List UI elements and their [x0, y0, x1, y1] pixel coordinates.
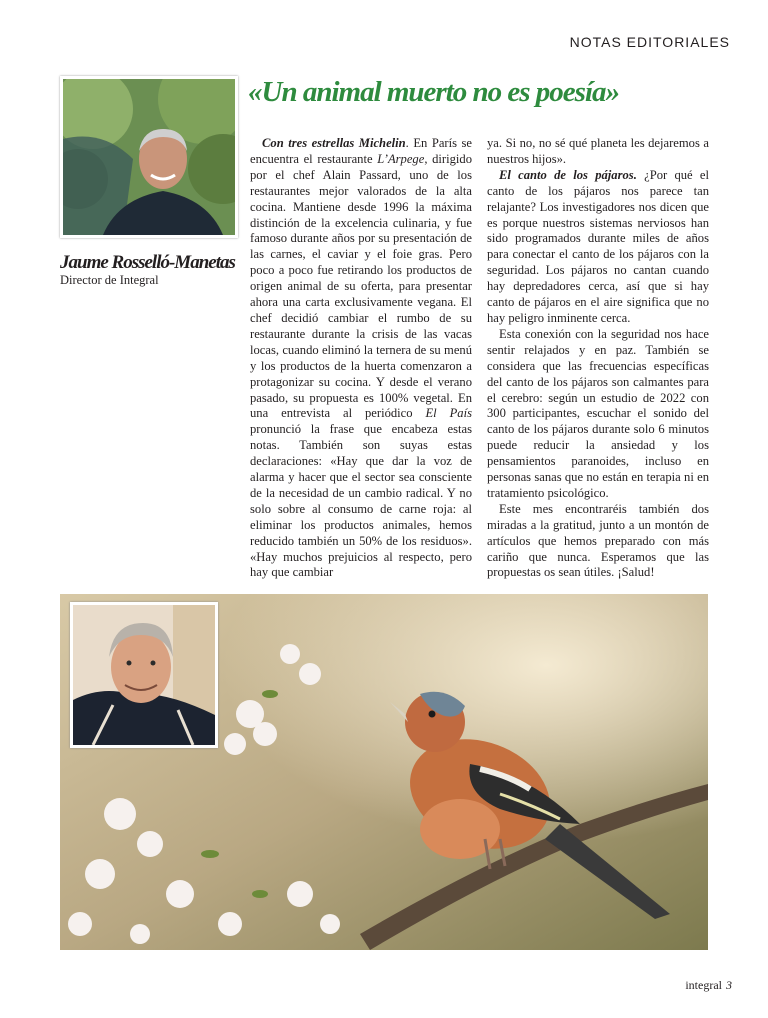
article-column-1: [250, 136, 472, 581]
paragraph: El canto de los pájaros. ¿Por qué el canto de los pájaros nos parece tan relajante? Los investigadores nos dicen que es porque nuestros sistemas nerviosos han sido programados durante miles de años para conectar el canto de los pájaros con la seguridad. Los pájaros no cantan cuando hay depredadores cerca, así que si hay canto de pájaros en el aire significa que no hay peligro inminente cerca.: [487, 167, 709, 325]
article-column-2: [487, 136, 709, 581]
newspaper-name: El País: [425, 406, 472, 421]
author-photo: [60, 76, 238, 238]
paragraph: Este mes encontraréis también dos miradas a la gratitud, junto a un montón de artículos que hemos preparado con más cariño que nunca. Esperamos que las propuestas os sean útiles. ¡Salud!: [487, 501, 709, 580]
restaurant-name: L’Arpege: [377, 151, 425, 166]
paragraph: Esta conexión con la seguridad nos hace sentir relajados y en paz. También se considera que las frecuencias específicas del canto de los pájaros son calmantes para el cerebro: según un estudio de 2022 con 300 participantes, escuchar el sonido del canto de los pájaros durante solo 6 minutos puede reducir la ansiedad y los pensamientos paranoides, incluso en personas sanas que no están en terapia ni en tratamiento psicológico.: [487, 326, 709, 500]
chef-photo: [70, 602, 218, 748]
paragraph: ya. Si no, no sé qué planeta les dejaremos a nuestros hijos».: [487, 136, 709, 166]
section-header: NOTAS EDITORIALES: [569, 34, 730, 50]
lead-in: El canto de los pájaros.: [499, 167, 637, 182]
page-footer: [685, 978, 732, 993]
page-number: 3: [726, 978, 732, 992]
lead-in: Con tres estrellas Michelin: [262, 136, 406, 150]
editorial-title: «Un animal muerto no es poesía»: [248, 76, 620, 108]
magazine-name: integral: [685, 978, 722, 992]
paragraph: Con tres estrellas Michelin. En París se encuentra el restaurante L’Arpege, dirigido por el chef Alain Passard, uno de los restaurantes mejor valorados de la alta cocina. Mantiene desde 1996 la máxima distinción de la excelencia culinaria, y fue famoso durante años por su presentación de las carnes, el caviar y el foie gras. Pero poco a poco fue retirando los productos de origen animal de su oferta, para presentar ahora una carta exclusivamente vegana. El chef decidió cambiar el rumbo de su restaurante durante la crisis de las vacas locas, cuando eliminó la ternera de su menú y los productos de la huerta comenzaron a protagonizar su cocina. Y desde el verano pasado, su propuesta es 100% vegetal. En una entrevista al periódico El País pronunció la frase que encabeza estas notas. También son suyas estas declaraciones: «Hay que dar la voz de alarma y hacer que el sector sea consciente de la necesidad de un cambio radical. Y no solo sobre al consumo de carne roja: al eliminar los productos animales, hemos reducido también un 50% de los residuos». «Hay muchos prejuicios al respecto, pero hay que cambiar: [250, 136, 472, 580]
author-role: Director de Integral: [60, 273, 159, 287]
author-name: Jaume Rosselló-Manetas: [60, 252, 235, 273]
